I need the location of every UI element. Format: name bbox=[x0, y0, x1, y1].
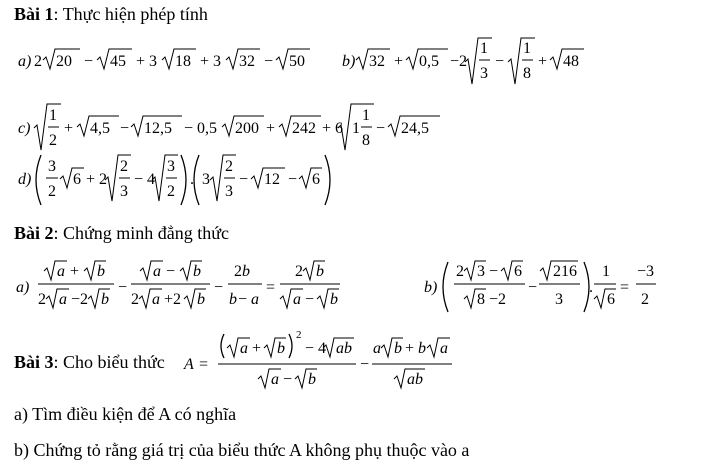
svg-text:24,5: 24,5 bbox=[401, 120, 429, 137]
svg-text:3: 3 bbox=[167, 158, 175, 175]
svg-text:b: b bbox=[193, 263, 201, 280]
svg-text:−: − bbox=[489, 263, 499, 280]
svg-text:ab: ab bbox=[336, 340, 352, 357]
formula-2b bbox=[424, 261, 656, 312]
svg-text:2: 2 bbox=[49, 132, 57, 149]
svg-text:a: a bbox=[271, 371, 279, 388]
svg-text:a: a bbox=[251, 291, 259, 308]
svg-text:+ 2: + 2 bbox=[86, 171, 108, 188]
label-1c: c) bbox=[18, 120, 31, 137]
bai2-title: : Chứng minh đẳng thức bbox=[53, 223, 230, 243]
svg-text:6: 6 bbox=[607, 291, 615, 308]
svg-text:−2: −2 bbox=[450, 53, 468, 70]
svg-text:b: b bbox=[242, 263, 250, 280]
svg-text:3: 3 bbox=[480, 65, 488, 82]
svg-text:.: . bbox=[190, 171, 194, 188]
svg-text:3: 3 bbox=[120, 183, 128, 200]
svg-text:a: a bbox=[59, 291, 67, 308]
svg-text:18: 18 bbox=[175, 53, 191, 70]
formula-3 bbox=[183, 329, 452, 388]
svg-text:−: − bbox=[305, 291, 315, 308]
svg-text:2: 2 bbox=[120, 158, 128, 175]
svg-text:=: = bbox=[199, 356, 209, 373]
formula-1a bbox=[18, 49, 310, 70]
svg-text:2: 2 bbox=[296, 329, 302, 341]
svg-text:−: − bbox=[239, 171, 249, 188]
bai3-task-b: b) Chứng tỏ rằng giá trị của biểu thức A không phụ thuộc vào a bbox=[14, 440, 470, 460]
bai3-task-a: a) Tìm điều kiện để A có nghĩa bbox=[14, 404, 237, 424]
svg-text:2: 2 bbox=[295, 263, 303, 280]
svg-text:.: . bbox=[589, 279, 593, 296]
svg-text:4,5: 4,5 bbox=[90, 120, 110, 137]
svg-text:3: 3 bbox=[555, 291, 563, 308]
svg-text:−: − bbox=[288, 171, 298, 188]
svg-text:a: a bbox=[293, 291, 301, 308]
svg-text:+: + bbox=[64, 120, 74, 137]
svg-text:A: A bbox=[184, 356, 194, 373]
svg-text:2: 2 bbox=[225, 158, 233, 175]
svg-text:2: 2 bbox=[34, 53, 42, 70]
svg-text:2: 2 bbox=[641, 291, 649, 308]
svg-text:+: + bbox=[538, 53, 548, 70]
svg-text:−3: −3 bbox=[637, 263, 655, 280]
svg-text:−: − bbox=[84, 53, 94, 70]
svg-text:=: = bbox=[620, 279, 630, 296]
svg-text:b: b bbox=[308, 371, 316, 388]
svg-text:+: + bbox=[252, 340, 262, 357]
svg-text:−2: −2 bbox=[489, 291, 507, 308]
svg-text:−: − bbox=[214, 279, 224, 296]
svg-text:=: = bbox=[266, 279, 276, 296]
formula-1d bbox=[18, 155, 330, 205]
svg-text:6: 6 bbox=[312, 171, 320, 188]
svg-text:−: − bbox=[283, 371, 293, 388]
svg-text:−2: −2 bbox=[71, 291, 89, 308]
svg-text:−: − bbox=[360, 356, 370, 373]
svg-text:12,5: 12,5 bbox=[144, 120, 172, 137]
svg-text:+: + bbox=[405, 340, 415, 357]
svg-text:− 4: − 4 bbox=[134, 171, 156, 188]
svg-text:1: 1 bbox=[523, 40, 531, 57]
svg-text:1: 1 bbox=[480, 40, 488, 57]
svg-text:b: b bbox=[229, 291, 237, 308]
svg-text:8: 8 bbox=[362, 132, 370, 149]
svg-text:b: b bbox=[316, 263, 324, 280]
svg-text:1: 1 bbox=[49, 107, 57, 124]
bai3-label: Bài 3 bbox=[14, 352, 54, 372]
svg-text:a: a bbox=[373, 340, 381, 357]
svg-text:+ 3: + 3 bbox=[200, 53, 222, 70]
label-2b: b) bbox=[424, 279, 438, 296]
svg-text:12: 12 bbox=[264, 171, 280, 188]
label-1d: d) bbox=[18, 171, 32, 188]
svg-text:1: 1 bbox=[362, 107, 370, 124]
bai2-label: Bài 2 bbox=[14, 223, 54, 243]
bai1-title: : Thực hiện phép tính bbox=[53, 4, 208, 24]
svg-text:2: 2 bbox=[131, 291, 139, 308]
svg-text:+: + bbox=[70, 263, 80, 280]
svg-text:b: b bbox=[394, 340, 402, 357]
bai3-title: : Cho biểu thức bbox=[53, 352, 165, 372]
svg-text:2: 2 bbox=[456, 263, 464, 280]
svg-text:a: a bbox=[240, 340, 248, 357]
svg-text:ab: ab bbox=[407, 371, 423, 388]
svg-text:32: 32 bbox=[239, 53, 255, 70]
svg-text:a: a bbox=[57, 263, 65, 280]
label-2a: a) bbox=[16, 279, 30, 296]
svg-text:1: 1 bbox=[352, 120, 360, 137]
svg-text:−: − bbox=[264, 53, 274, 70]
svg-text:− 4: − 4 bbox=[305, 340, 327, 357]
svg-text:216: 216 bbox=[553, 263, 577, 280]
svg-text:a: a bbox=[440, 340, 448, 357]
svg-text:+ 3: + 3 bbox=[136, 53, 158, 70]
svg-text:b: b bbox=[97, 263, 105, 280]
svg-text:+2: +2 bbox=[164, 291, 182, 308]
svg-text:b: b bbox=[330, 291, 338, 308]
svg-text:−: − bbox=[120, 120, 130, 137]
svg-text:b: b bbox=[418, 340, 426, 357]
svg-text:2: 2 bbox=[38, 291, 46, 308]
svg-text:8: 8 bbox=[523, 65, 531, 82]
svg-text:6: 6 bbox=[514, 263, 522, 280]
formula-1c bbox=[18, 104, 440, 150]
svg-text:−: − bbox=[376, 120, 386, 137]
svg-text:0,5: 0,5 bbox=[419, 53, 439, 70]
svg-text:+ 6: + 6 bbox=[322, 120, 344, 137]
svg-text:3: 3 bbox=[225, 183, 233, 200]
svg-text:242: 242 bbox=[292, 120, 316, 137]
svg-text:8: 8 bbox=[477, 291, 485, 308]
svg-text:−: − bbox=[495, 53, 505, 70]
svg-text:48: 48 bbox=[563, 53, 579, 70]
svg-text:b: b bbox=[197, 291, 205, 308]
svg-text:−: − bbox=[118, 279, 128, 296]
svg-text:b: b bbox=[277, 340, 285, 357]
svg-text:3: 3 bbox=[48, 158, 56, 175]
svg-text:a: a bbox=[153, 263, 161, 280]
svg-text:+: + bbox=[394, 53, 404, 70]
svg-text:50: 50 bbox=[289, 53, 305, 70]
svg-text:−: − bbox=[166, 263, 176, 280]
svg-text:− 0,5: − 0,5 bbox=[184, 120, 218, 137]
svg-text:+: + bbox=[266, 120, 276, 137]
svg-text:3: 3 bbox=[202, 171, 210, 188]
svg-text:1: 1 bbox=[602, 263, 610, 280]
formula-1b bbox=[342, 38, 584, 84]
svg-text:2: 2 bbox=[48, 183, 56, 200]
svg-text:6: 6 bbox=[73, 171, 81, 188]
svg-text:b: b bbox=[101, 291, 109, 308]
svg-text:32: 32 bbox=[369, 53, 385, 70]
svg-text:20: 20 bbox=[56, 53, 72, 70]
svg-text:2: 2 bbox=[167, 183, 175, 200]
svg-text:3: 3 bbox=[477, 263, 485, 280]
svg-text:200: 200 bbox=[235, 120, 259, 137]
svg-text:45: 45 bbox=[110, 53, 126, 70]
svg-text:−: − bbox=[528, 279, 538, 296]
formula-2a bbox=[16, 261, 340, 308]
bai1-label: Bài 1 bbox=[14, 4, 54, 24]
label-1a: a) bbox=[18, 53, 32, 70]
label-1b: b) bbox=[342, 53, 356, 70]
svg-text:−: − bbox=[238, 291, 248, 308]
svg-text:2: 2 bbox=[234, 263, 242, 280]
svg-text:a: a bbox=[152, 291, 160, 308]
